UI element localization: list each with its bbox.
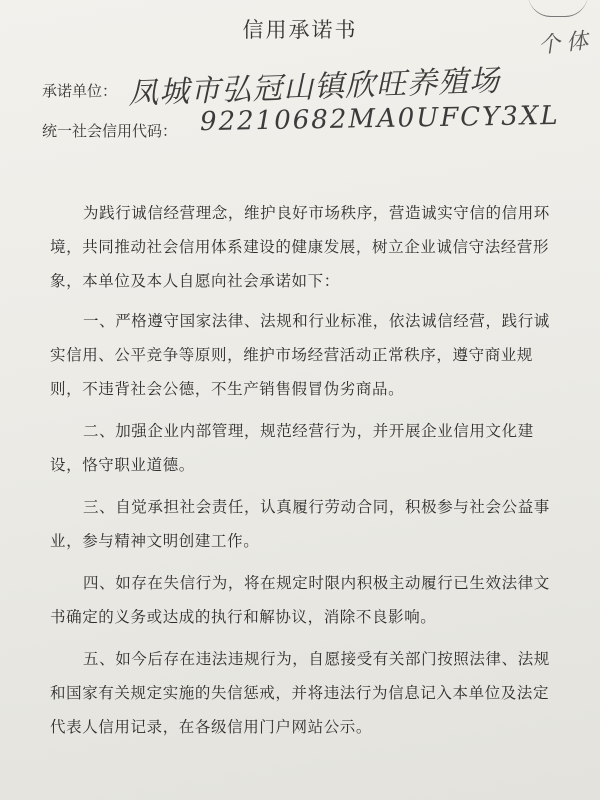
credit-code-field [42, 120, 177, 141]
intro-paragraph: 为践行诚信经营理念，维护良好市场秩序，营造诚实守信的信用环境，共同推动社会信用体系建设的健康发展，树立企业诚信守法经营形象，本单位及本人自愿向社会承诺如下： [50, 204, 550, 290]
commitment-paragraph-5: 五、如今后存在违法违规行为，自愿接受有关部门按照法律、法规和国家有关规定实施的失信惩戒，并将违法行为信息记入本单位及法定代表人信用记录，在各级信用门户网站公示。 [50, 650, 550, 736]
document-body [50, 196, 560, 744]
commitment-paragraph-1: 一、严格遵守国家法律、法规和行业标准，依法诚信经营，践行诚实信用、公平竞争等原则，维护市场经营活动正常秩序，遵守商业规则，不违背社会公德，不生产销售假冒伪劣商品。 [50, 312, 550, 398]
unit-handwritten-value: 凤城市弘冠山镇欣旺养殖场 [127, 63, 501, 112]
unit-label: 承诺单位： [42, 82, 118, 100]
corner-handwriting: 个体 [537, 28, 596, 59]
commitment-paragraph-3: 三、自觉承担社会责任，认真履行劳动合同，积极参与社会公益事业，参与精神文明创建工作。 [50, 498, 550, 550]
commitment-paragraph-2: 二、加强企业内部管理，规范经营行为，并开展企业信用文化建设，恪守职业道德。 [50, 422, 534, 474]
credit-code-label: 统一社会信用代码： [42, 122, 178, 140]
commitment-paragraph-4: 四、如存在失信行为，将在规定时限内积极主动履行已生效法律文书确定的义务或达成的执行和解协议，消除不良影响。 [50, 574, 550, 626]
document-title: 信用承诺书 [242, 18, 358, 42]
unit-field [42, 80, 117, 101]
credit-code-handwritten-value: 92210682MA0UFCY3XL [199, 100, 560, 138]
